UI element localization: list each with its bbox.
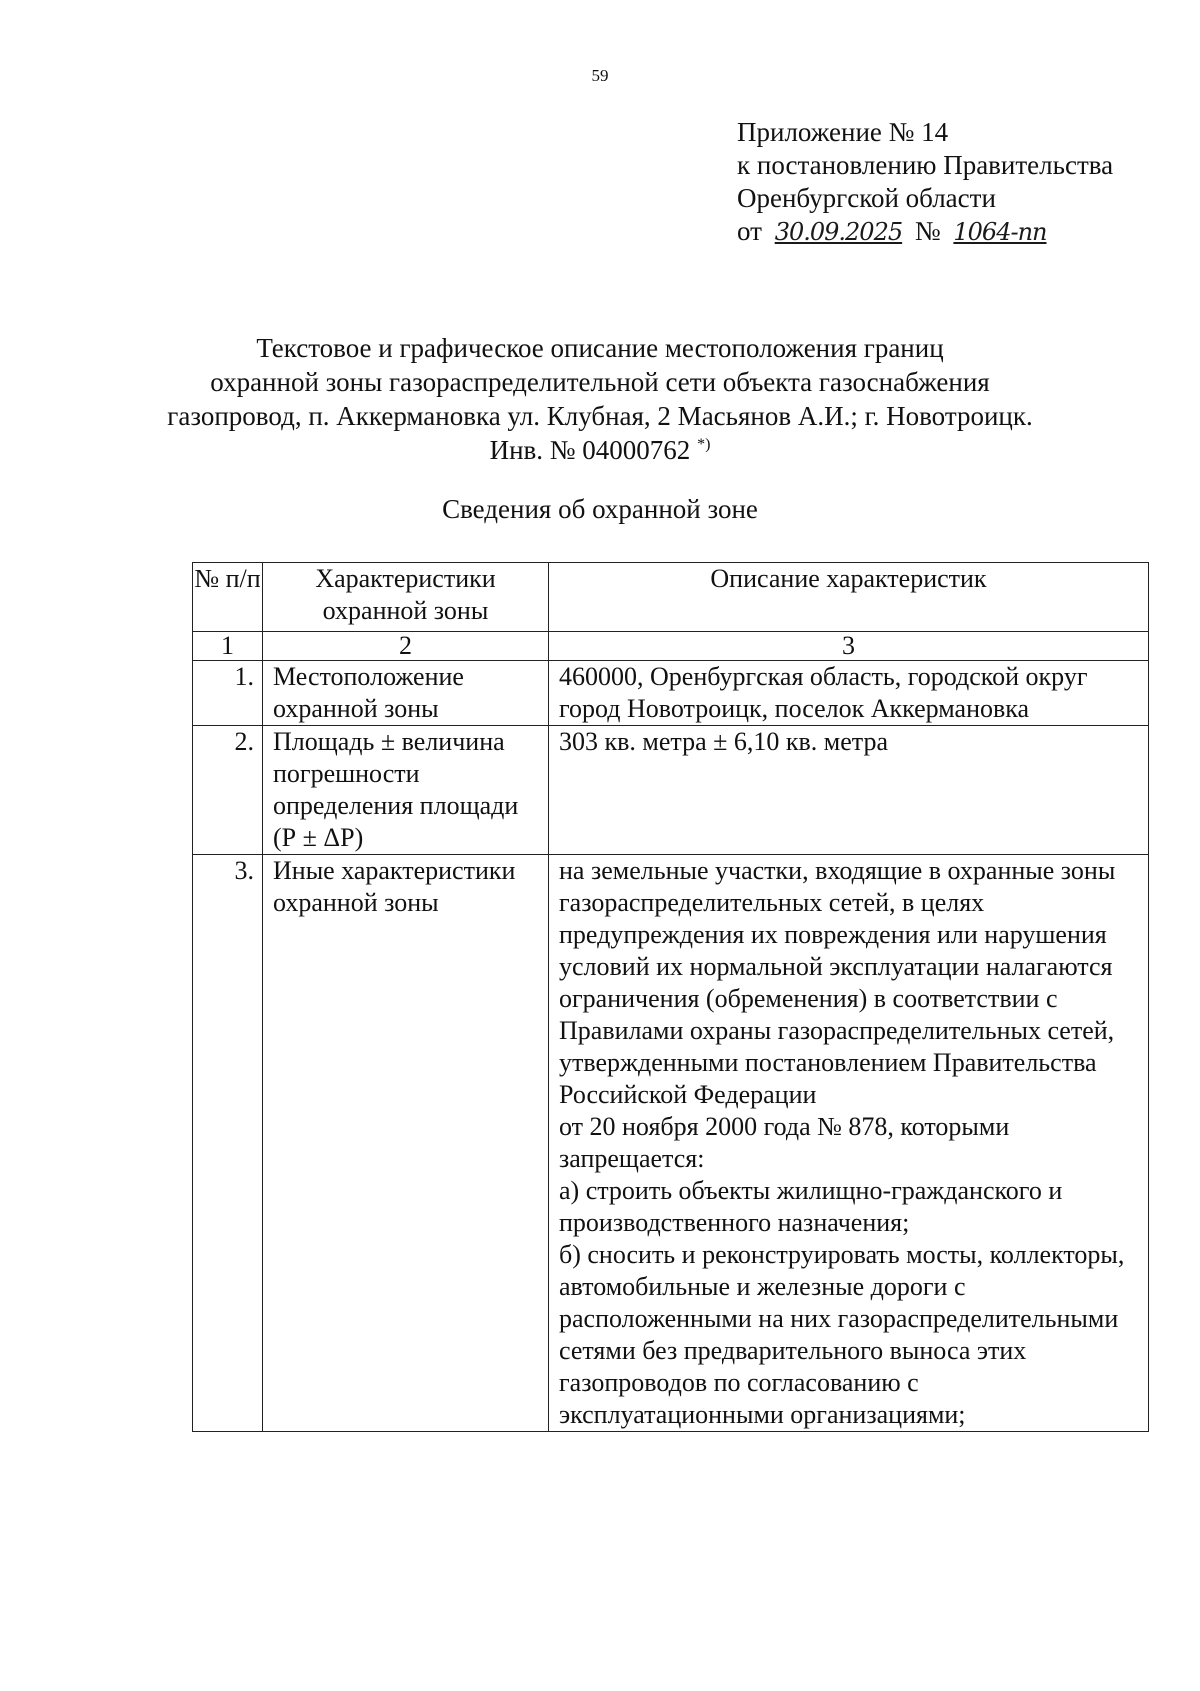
table-header-row — [193, 563, 1149, 632]
row-number: 3. — [193, 855, 263, 1432]
row-number: 2. — [193, 726, 263, 855]
title-line-1: Текстовое и графическое описание местоположения границ — [256, 333, 944, 363]
row-number: 1. — [193, 661, 263, 726]
column-numbers-row — [193, 632, 1149, 661]
description-paragraph: а) строить объекты жилищно-гражданского и производственного назначения; — [559, 1176, 1063, 1237]
table-row — [193, 855, 1149, 1432]
row-characteristic: Иные характеристики охранной зоны — [263, 855, 549, 1432]
appendix-resolution: к постановлению Правительства — [737, 150, 1114, 180]
title-line-2: охранной зоны газораспределительной сети объекта газоснабжения — [210, 367, 990, 397]
table-row — [193, 726, 1149, 855]
appendix-region: Оренбургской области — [737, 183, 996, 213]
description-paragraph: 460000, Оренбургская область, городской округ город Новотроицк, поселок Аккермановка — [559, 662, 1088, 723]
date-prefix: от — [737, 216, 762, 246]
row-description — [549, 855, 1149, 1432]
footnote-mark: *) — [697, 436, 711, 453]
description-paragraph: 303 кв. метра ± 6,10 кв. метра — [559, 727, 889, 756]
appendix-block — [737, 116, 1113, 249]
document-title — [0, 331, 1200, 467]
row-characteristic: Площадь ± величина погрешности определения площади (Р ± ΔР) — [263, 726, 549, 855]
title-line-4 — [0, 433, 1200, 467]
header-description: Описание характеристик — [549, 563, 1149, 632]
handwritten-date: 30.09.2025 — [774, 218, 903, 246]
column-number-1: 1 — [193, 632, 263, 661]
page-number: 59 — [591, 66, 609, 85]
column-number-2: 2 — [263, 632, 549, 661]
row-characteristic: Местоположение охранной зоны — [263, 661, 549, 726]
row-description — [549, 661, 1149, 726]
description-paragraph: от 20 ноября 2000 года № 878, которыми запрещается: — [559, 1112, 1010, 1173]
appendix-title: Приложение № 14 — [737, 117, 949, 147]
section-subtitle: Сведения об охранной зоне — [442, 494, 758, 524]
description-paragraph: на земельные участки, входящие в охранные зоны газораспределительных сетей, в целях предупреждения их повреждения или нарушения условий их нормальной эксплуатации налагаются ограничения (обременения) в соответствии с Правилами охраны газораспределительных сетей, утвержденными постановлением Правительства Российской Федерации — [559, 856, 1116, 1109]
column-number-3: 3 — [549, 632, 1149, 661]
number-prefix: № — [914, 216, 941, 246]
title-line-3: газопровод, п. Аккермановка ул. Клубная, 2 Масьянов А.И.; г. Новотроицк. — [167, 401, 1033, 431]
description-paragraph: б) сносить и реконструировать мосты, коллекторы, автомобильные и железные дороги с расположенными на них газораспределительными сетями без предварительного выноса этих газопроводов по согласованию с эксплуатационными организациями; — [559, 1240, 1125, 1429]
inventory-number: Инв. № 04000762 — [489, 435, 691, 465]
protected-zone-table — [192, 562, 1149, 1432]
appendix-date-line — [737, 215, 1113, 249]
table-row — [193, 661, 1149, 726]
header-characteristics: Характеристики охранной зоны — [263, 563, 549, 632]
row-description — [549, 726, 1149, 855]
handwritten-number: 1064-пп — [953, 218, 1047, 246]
header-number: № п/п — [193, 563, 263, 632]
